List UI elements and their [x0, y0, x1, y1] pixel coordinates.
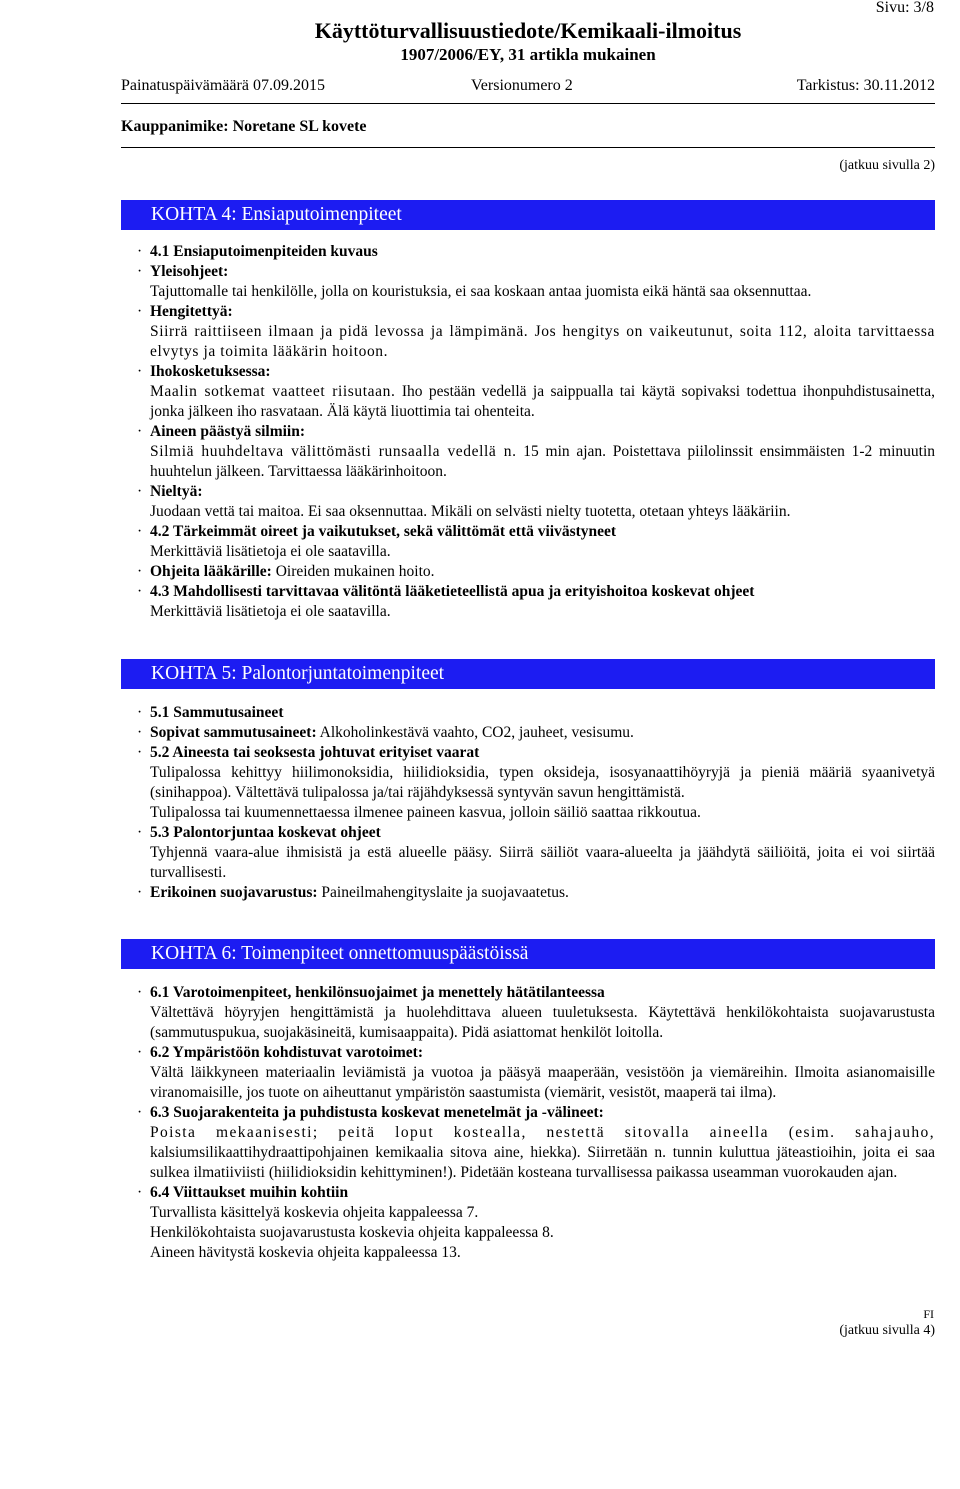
item-5-3: · 5.3 Palontorjuntaa koskevat ohjeet Tyhjennä vaara-alue ihmisistä ja estä alueelle pääsy. Siirrä säiliöt vaara-alueelta ja jäähdytä säiliöitä, joita ei voi siirtää turvallisesti. [137, 824, 935, 881]
document-subtitle: 1907/2006/EY, 31 artikla mukainen [400, 45, 656, 64]
print-date: Painatuspäivämäärä 07.09.2015 [121, 77, 325, 94]
section-6 [121, 939, 935, 1263]
item-general: · Yleisohjeet: Tajuttomalle tai henkilölle, jolla on kouristuksia, ei saa koskaan antaa juomista eikä häntä saa oksennuttaa. [137, 263, 812, 300]
trade-name: Kauppanimike: Noretane SL kovete [121, 118, 367, 135]
version-number: Versionumero 2 [471, 77, 573, 94]
item-5-2: · 5.2 Aineesta tai seoksesta johtuvat erityiset vaarat Tulipalossa kehittyy hiilimonoksidia, hiilidioksidia, typen oksideja, isosyanaattihöyryjä ja pieniä määriä syaanivetyä (sinihappoa). Vältettävä tulipalossa ja/tai räjähdyksessä syntyvän savun hengittämistä. Tulipalossa tai kuumennettaessa ilmenee paineen kasvua, jolloin säiliö saattaa rikkoutua. [137, 744, 935, 821]
continued-to: (jatkuu sivulla 4) [839, 1323, 935, 1338]
continued-from: (jatkuu sivulla 2) [839, 158, 935, 173]
section-4-title: KOHTA 4: Ensiaputoimenpiteet [121, 200, 935, 230]
item-6-1: · 6.1 Varotoimenpiteet, henkilönsuojaimet ja menettely hätätilanteessa Vältettävä höyryjen hengittämistä ja huolehdittava alueen tuuletuksesta. Käytettävä henkilökohtaista suojavarustusta (sammutuspukua, suojakäsineitä, kumisaappaita). Pidä asiattomat henkilöt loitolla. [137, 984, 935, 1041]
item-protective-equipment: · Erikoinen suojavarustus: Paineilmahengityslaite ja suojavaatetus. [137, 884, 569, 901]
section-6-title: KOHTA 6: Toimenpiteet onnettomuuspäästöissä [121, 939, 935, 969]
item-suitable-media: · Sopivat sammutusaineet: Alkoholinkestävä vaahto, CO2, jauheet, vesisumu. [137, 724, 634, 741]
item-inhalation: · Hengitettyä: Siirrä raittiiseen ilmaan ja pidä levossa ja lämpimänä. Jos hengitys on vaikeutunut, soita 112, aloita tarvittaessa elvytys ja toimita lääkärin hoitoon. [137, 303, 935, 360]
page-number: Sivu: 3/8 [875, 0, 934, 16]
item-ingestion: · Nieltyä: Juodaan vettä tai maitoa. Ei saa oksennuttaa. Mikäli on selvästi nielty tuotetta, otetaan yhteys lääkäriin. [137, 483, 791, 520]
item-6-2: · 6.2 Ympäristöön kohdistuvat varotoimet: Vältä läikkyneen materiaalin leviämistä ja vuotoa ja pääsyä maaperään, vesistöön ja viemäreihin. Ilmoita asianomaisille viranomaisille, jos tuote on aiheuttanut ympäristön saastumista (viemärit, vesistöt, maaperä tai ilma). [137, 1044, 935, 1101]
section-5-title: KOHTA 5: Palontorjuntatoimenpiteet [121, 659, 935, 689]
meta-row [121, 76, 935, 98]
item-6-4: · 6.4 Viittaukset muihin kohtiin Turvallista käsittelyä koskevia ohjeita kappaleessa 7. Henkilökohtaista suojavarustusta koskevia ohjeita kappaleessa 8. Aineen hävitystä koskevia ohjeita kappaleessa 13. [137, 1184, 554, 1261]
header-rule [121, 103, 935, 104]
section-5 [121, 659, 935, 903]
revision-date: Tarkistus: 30.11.2012 [796, 77, 935, 94]
item-eye: · Aineen päästyä silmiin: Silmiä huuhdeltava välittömästi runsaalla vedellä n. 15 min ajan. Poistettava piilolinssit ensimmäisten 1-2 minuutin huuhtelun jälkeen. Tarvittaessa lääkärinhoitoon. [137, 423, 936, 480]
header-rule-bottom [121, 147, 935, 148]
item-4-3: · 4.3 Mahdollisesti tarvittavaa välitöntä lääketieteellistä apua ja erityishoitoa koskevat ohjeet Merkittäviä lisätietoja ei ole saatavilla. [137, 583, 755, 620]
section-4 [121, 200, 935, 622]
item-skin: · Ihokosketuksessa: Maalin sotkemat vaatteet riisutaan. Iho pestään vedellä ja saippualla tai käytä sopivaksi todettua ihonpuhdistusainetta, jonka jälkeen iho rasvataan. Älä käytä liuottimia tai ohenteita. [137, 363, 935, 420]
item-6-3: · 6.3 Suojarakenteita ja puhdistusta koskevat menetelmät ja -välineet: Poista mekaanisesti; peitä loput kostealla, nestettä sitovalla aineella (esim. sahajauho, kalsiumsilikaattihydraattipohjainen kemikaalia sitova aine, hiekka). Siirretään n. tunnin kuluttua jäteastioihin, joita ei saa sulkea ilmatiiviisti (hiilidioksidin kehittyminen!). Pidetään kosteana turvallisessa paikassa useamman vuorokauden ajan. [137, 1104, 935, 1181]
item-5-1: · 5.1 Sammutusaineet [137, 704, 284, 721]
item-4-1: · 4.1 Ensiaputoimenpiteiden kuvaus [137, 243, 378, 260]
document-title: Käyttöturvallisuustiedote/Kemikaali-ilmoitus [314, 18, 742, 43]
item-doctor: · Ohjeita lääkärille: Oireiden mukainen hoito. [137, 563, 435, 580]
item-4-2: · 4.2 Tärkeimmät oireet ja vaikutukset, sekä välittömät että viivästyneet Merkittäviä lisätietoja ei ole saatavilla. [137, 523, 617, 560]
language-code: FI [923, 1307, 934, 1321]
